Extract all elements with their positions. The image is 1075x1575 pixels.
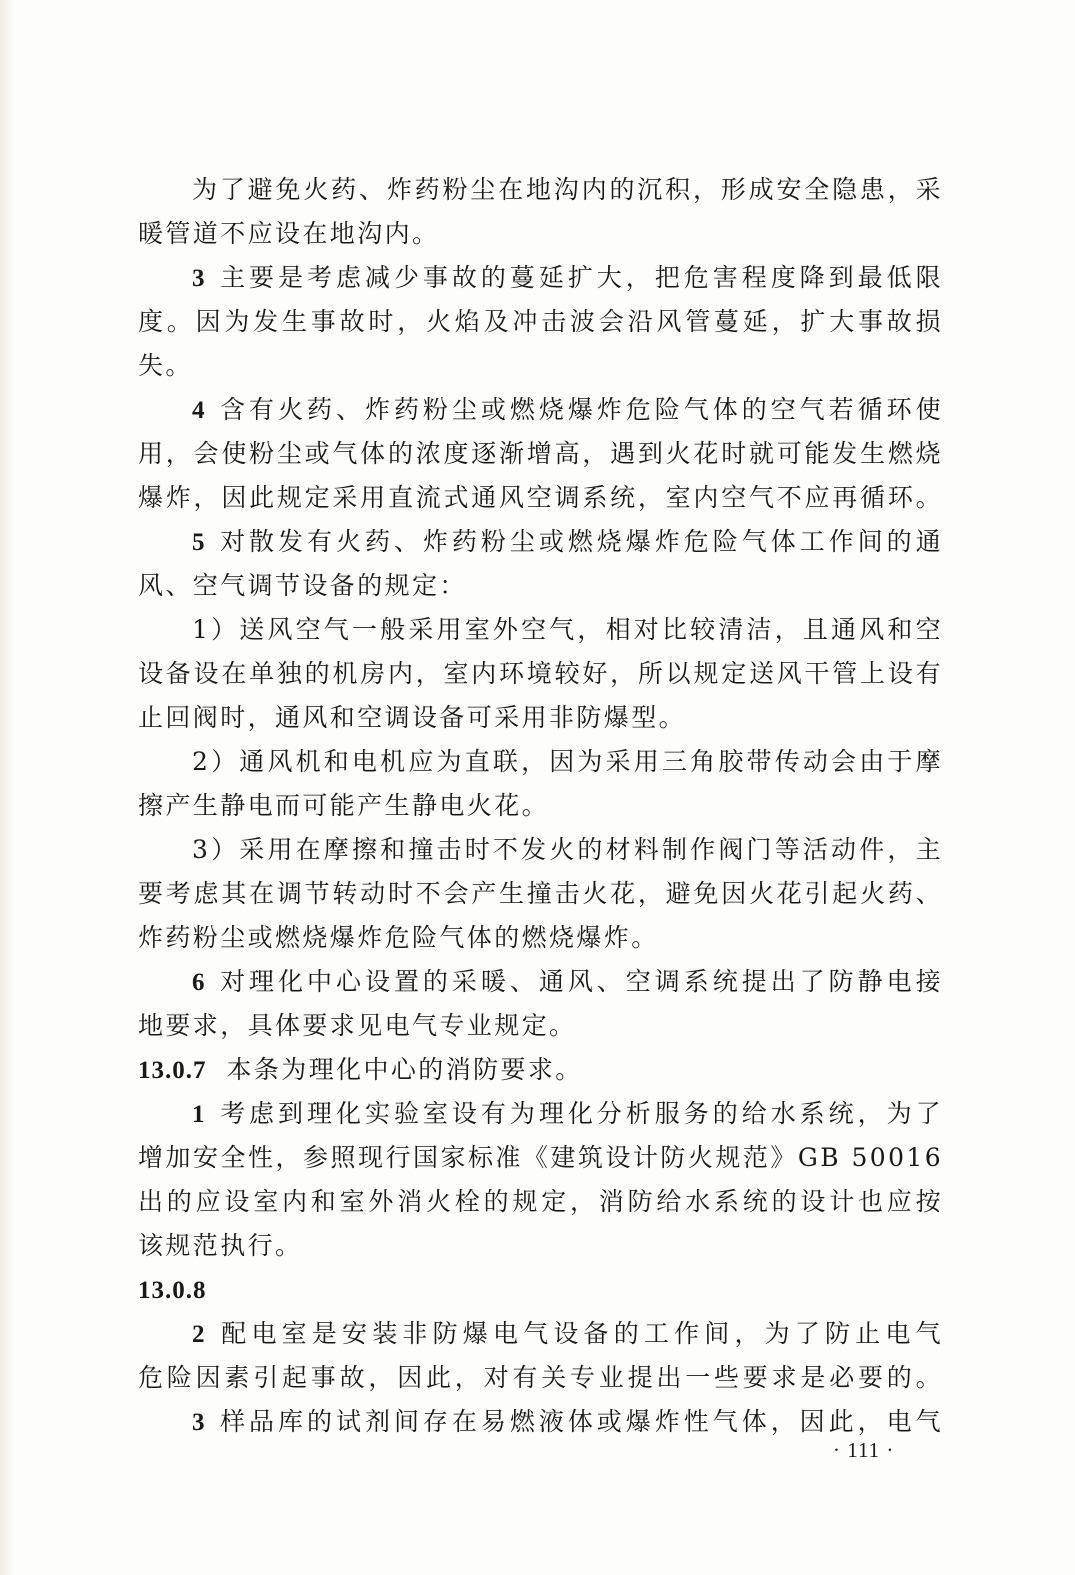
paragraph-line: 炸药粉尘或燃烧爆炸危险气体的燃烧爆炸。: [138, 923, 659, 952]
paragraph-line: 暖管道不应设在地沟内。: [138, 219, 440, 248]
paragraph-line: 止回阀时，通风和空调设备可采用非防爆型。: [138, 703, 687, 732]
paragraph-line: 要考虑其在调节转动时不会产生撞击火花，避免因火花引起火药、: [138, 879, 943, 908]
item-text: 样品库的试剂间存在易燃液体或爆炸性气体，因此，电气: [218, 1407, 943, 1436]
section-heading-13-0-8: [138, 1268, 943, 1312]
list-item-1: [138, 1092, 943, 1136]
paragraph-line: 地要求，具体要求见电气专业规定。: [138, 1011, 577, 1040]
paragraph-line: 擦产生静电而可能产生静电火花。: [138, 791, 550, 820]
page-number: · 111 ·: [833, 1438, 895, 1462]
list-item-3: [138, 256, 943, 300]
item-text: 配电室是安装非防爆电气设备的工作间，为了防止电气: [218, 1319, 943, 1348]
paragraph-line: 出的应设室内和室外消火栓的规定，消防给水系统的设计也应按: [138, 1187, 943, 1216]
list-item-4: [138, 388, 943, 432]
item-text: 对理化中心设置的采暖、通风、空调系统提出了防静电接: [218, 967, 943, 996]
item-text: 对散发有火药、炸药粉尘或燃烧爆炸危险气体工作间的通: [218, 527, 943, 556]
paragraph-line: 度。因为发生事故时，火焰及冲击波会沿风管蔓延，扩大事故损: [138, 307, 943, 336]
paragraph-line: 设备设在单独的机房内，室内环境较好，所以规定送风干管上设有: [138, 659, 943, 688]
paragraph-line: 增加安全性，参照现行国家标准《建筑设计防火规范》GB 50016: [138, 1143, 943, 1172]
item-number: 3: [192, 265, 205, 292]
list-item-3b: [138, 1400, 943, 1444]
section-text: 本条为理化中心的消防要求。: [226, 1055, 583, 1084]
item-number: 6: [192, 969, 205, 996]
item-number: 2: [192, 1321, 205, 1348]
list-item-6: [138, 960, 943, 1004]
paragraph-line: 为了避免火药、炸药粉尘在地沟内的沉积，形成安全隐患，采: [192, 175, 943, 204]
item-number: 4: [192, 397, 205, 424]
item-text: 考虑到理化实验室设有为理化分析服务的给水系统，为了: [218, 1099, 943, 1128]
section-number: 13.0.8: [138, 1277, 207, 1304]
sub-item-2: 2）通风机和电机应为直联，因为采用三角胶带传动会由于摩: [192, 747, 943, 776]
section-number: 13.0.7: [138, 1057, 207, 1084]
item-text: 主要是考虑减少事故的蔓延扩大，把危害程度降到最低限: [218, 263, 943, 292]
paragraph-line: 失。: [138, 351, 193, 380]
list-item-5: [138, 520, 943, 564]
paragraph-line: 爆炸，因此规定采用直流式通风空调系统，室内空气不应再循环。: [138, 483, 943, 512]
paragraph-line: 用，会使粉尘或气体的浓度逐渐增高，遇到火花时就可能发生燃烧: [138, 439, 943, 468]
body-text: [138, 168, 943, 1444]
paragraph-line: 该规范执行。: [138, 1231, 303, 1260]
item-number: 3: [192, 1409, 205, 1436]
paragraph-line: 危险因素引起事故，因此，对有关专业提出一些要求是必要的。: [138, 1363, 943, 1392]
paragraph-line: 风、空气调节设备的规定：: [138, 571, 467, 600]
section-heading-13-0-7: [138, 1048, 943, 1092]
sub-item-1: 1）送风空气一般采用室外空气，相对比较清洁，且通风和空: [192, 615, 943, 644]
item-number: 1: [192, 1101, 205, 1128]
item-text: 含有火药、炸药粉尘或燃烧爆炸危险气体的空气若循环使: [218, 395, 943, 424]
sub-item-3: 3）采用在摩擦和撞击时不发火的材料制作阀门等活动件，主: [192, 835, 943, 864]
list-item-2: [138, 1312, 943, 1356]
item-number: 5: [192, 529, 205, 556]
